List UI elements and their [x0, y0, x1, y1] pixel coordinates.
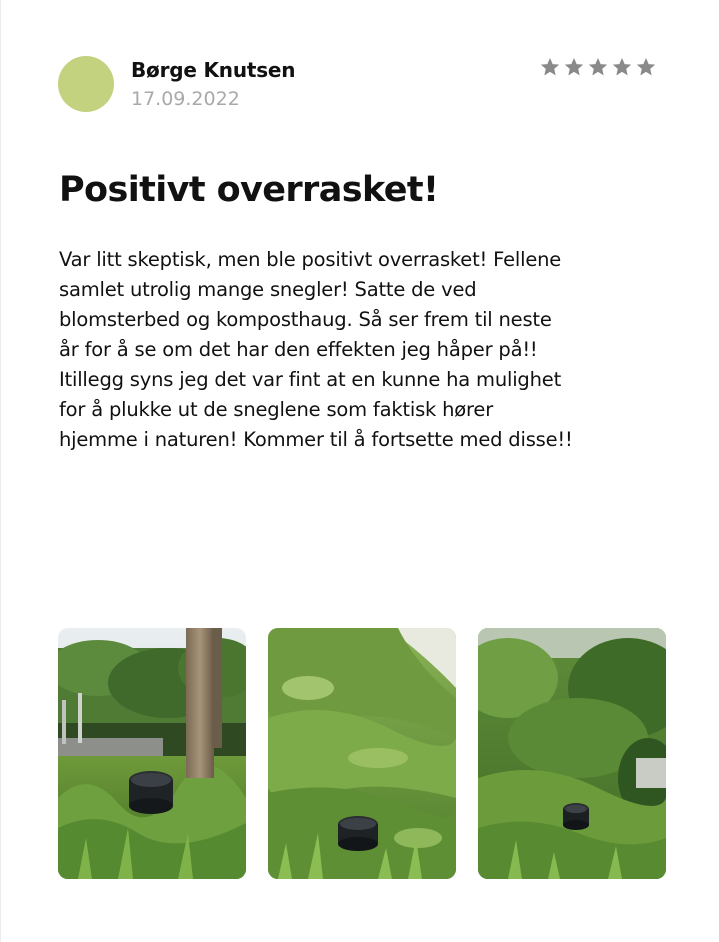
- star-rating: [539, 56, 657, 78]
- trap-under-bush-photo: [478, 628, 666, 879]
- star-icon: [635, 56, 657, 78]
- avatar: [58, 56, 114, 112]
- review-photo-2[interactable]: [268, 628, 456, 879]
- review-title: Positivt overrasket!: [59, 170, 439, 210]
- star-icon: [611, 56, 633, 78]
- review-text: Var litt skeptisk, men ble positivt overrasket! Fellene samlet utrolig mange snegler! Satte de ved blomsterbed og komposthaug. Så ser frem til neste år for å se om det har den effekten jeg håper på!! Itillegg syns jeg det var fint at en kunne ha mulighet for å plukke ut de sneglene som faktisk hører hjemme i naturen! Kommer til å fortsette med disse!!: [59, 248, 573, 451]
- review-photo-3[interactable]: [478, 628, 666, 879]
- star-icon: [539, 56, 561, 78]
- review-date: 17.09.2022: [131, 88, 240, 110]
- star-icon: [587, 56, 609, 78]
- review-photo-1[interactable]: [58, 628, 246, 879]
- review-photos: [58, 628, 666, 879]
- star-icon: [563, 56, 585, 78]
- reviewer-name: Børge Knutsen: [131, 58, 296, 82]
- trap-in-grass-slope-photo: [268, 628, 456, 879]
- garden-trap-by-tree-photo: [58, 628, 246, 879]
